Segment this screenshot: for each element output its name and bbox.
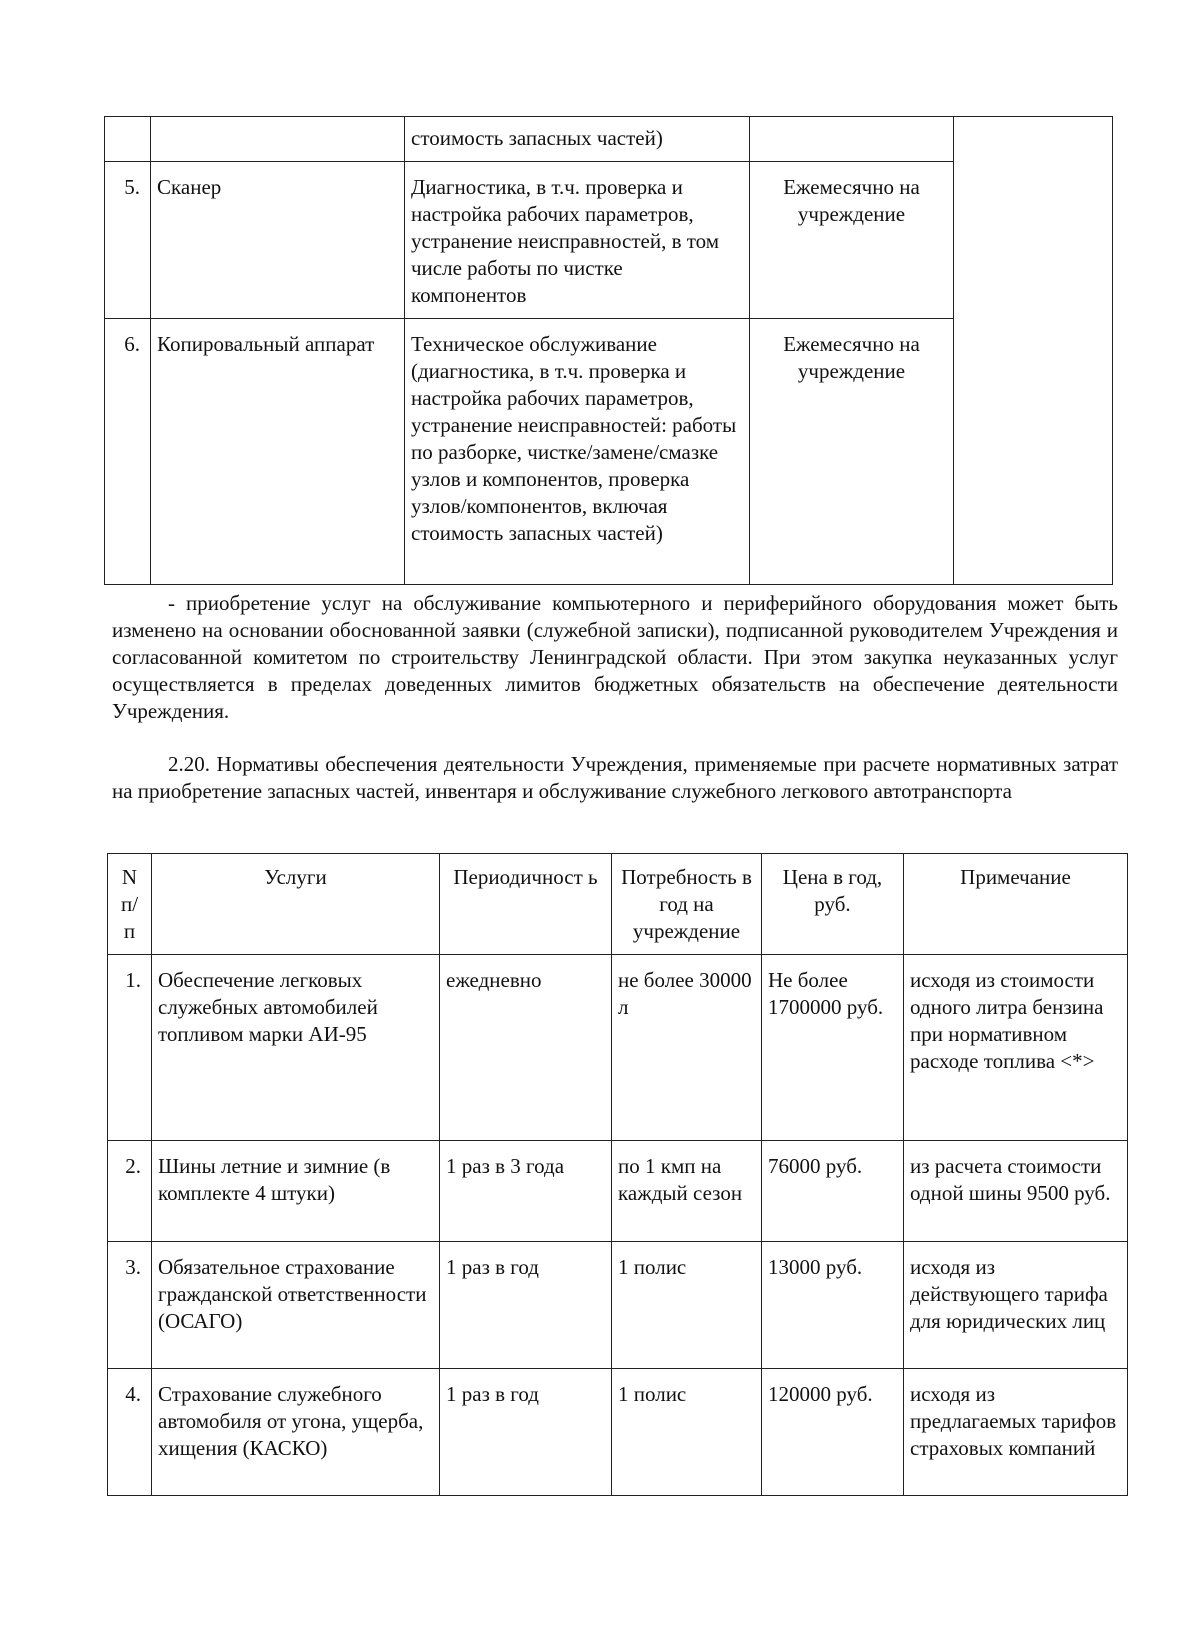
header-num: N п/ п <box>108 854 152 955</box>
note: исходя из предлагаемых тарифов страховых компаний <box>904 1369 1128 1496</box>
service-name: Страхование служебного автомобиля от угона, ущерба, хищения (КАСКО) <box>152 1369 440 1496</box>
empty-cell <box>954 117 1113 162</box>
table-header-row <box>108 854 1128 955</box>
empty-cell <box>954 162 1113 319</box>
table-row <box>105 117 1113 162</box>
header-need: Потребность в год на учреждение <box>612 854 762 955</box>
row-number: 2. <box>108 1141 152 1242</box>
periodicity: 1 раз в 3 года <box>440 1141 612 1242</box>
equipment-service-table <box>104 116 1113 585</box>
equipment-name <box>151 117 405 162</box>
periodicity: 1 раз в год <box>440 1369 612 1496</box>
service-frequency: Ежемесячно на учреждение <box>750 162 954 319</box>
annual-need: по 1 кмп на каждый сезон <box>612 1141 762 1242</box>
service-frequency <box>750 117 954 162</box>
service-name: Шины летние и зимние (в комплекте 4 штуки) <box>152 1141 440 1242</box>
table-row <box>105 319 1113 585</box>
header-price: Цена в год, руб. <box>762 854 904 955</box>
annual-need: не более 30000 л <box>612 955 762 1141</box>
periodicity: ежедневно <box>440 955 612 1141</box>
row-number: 1. <box>108 955 152 1141</box>
table-row <box>108 1141 1128 1242</box>
table-row <box>108 1242 1128 1369</box>
service-description: Диагностика, в т.ч. проверка и настройка рабочих параметров, устранение неисправностей, в том числе работы по чистке компонентов <box>405 162 750 319</box>
section-2-20-heading: 2.20. Нормативы обеспечения деятельности Учреждения, применяемые при расчете нормативных затрат на приобретение запасных частей, инвентаря и обслуживание служебного легкового автотранспорта <box>112 752 1118 803</box>
note: исходя из действующего тарифа для юридических лиц <box>904 1242 1128 1369</box>
service-name: Обязательное страхование гражданской ответственности (ОСАГО) <box>152 1242 440 1369</box>
annual-need: 1 полис <box>612 1242 762 1369</box>
row-number: 3. <box>108 1242 152 1369</box>
row-number: 6. <box>105 319 151 585</box>
periodicity: 1 раз в год <box>440 1242 612 1369</box>
table-row <box>105 162 1113 319</box>
note: из расчета стоимости одной шины 9500 руб. <box>904 1141 1128 1242</box>
equipment-name: Сканер <box>151 162 405 319</box>
header-note: Примечание <box>904 854 1128 955</box>
service-description: Техническое обслуживание (диагностика, в т.ч. проверка и настройка рабочих параметров, устранение неисправностей: работы по разборке, чистке/замене/смазке узлов и компонентов, проверка узлов/компонентов, включая стоимость запасных частей) <box>405 319 750 585</box>
service-description: стоимость запасных частей) <box>405 117 750 162</box>
equipment-name: Копировальный аппарат <box>151 319 405 585</box>
vehicle-norms-table <box>107 853 1128 1496</box>
annual-price: 76000 руб. <box>762 1141 904 1242</box>
header-service: Услуги <box>152 854 440 955</box>
service-name: Обеспечение легковых служебных автомобилей топливом марки АИ-95 <box>152 955 440 1141</box>
header-periodicity: Периодичност ь <box>440 854 612 955</box>
annual-price: 120000 руб. <box>762 1369 904 1496</box>
service-frequency: Ежемесячно на учреждение <box>750 319 954 585</box>
services-change-paragraph: - приобретение услуг на обслуживание компьютерного и периферийного оборудования может быть изменено на основании обоснованной заявки (служебной записки), подписанной руководителем Учреждения и согласованной комитетом по строительству Ленинградской области. При этом закупка неуказанных услуг осуществляется в пределах доведенных лимитов бюджетных обязательств на обеспечение деятельности Учреждения. <box>112 591 1118 723</box>
row-number: 4. <box>108 1369 152 1496</box>
row-number <box>105 117 151 162</box>
row-number: 5. <box>105 162 151 319</box>
table-row <box>108 1369 1128 1496</box>
table-row <box>108 955 1128 1141</box>
empty-cell <box>954 319 1113 585</box>
note: исходя из стоимости одного литра бензина при нормативном расходе топлива <*> <box>904 955 1128 1141</box>
annual-price: 13000 руб. <box>762 1242 904 1369</box>
annual-price: Не более 1700000 руб. <box>762 955 904 1141</box>
annual-need: 1 полис <box>612 1369 762 1496</box>
